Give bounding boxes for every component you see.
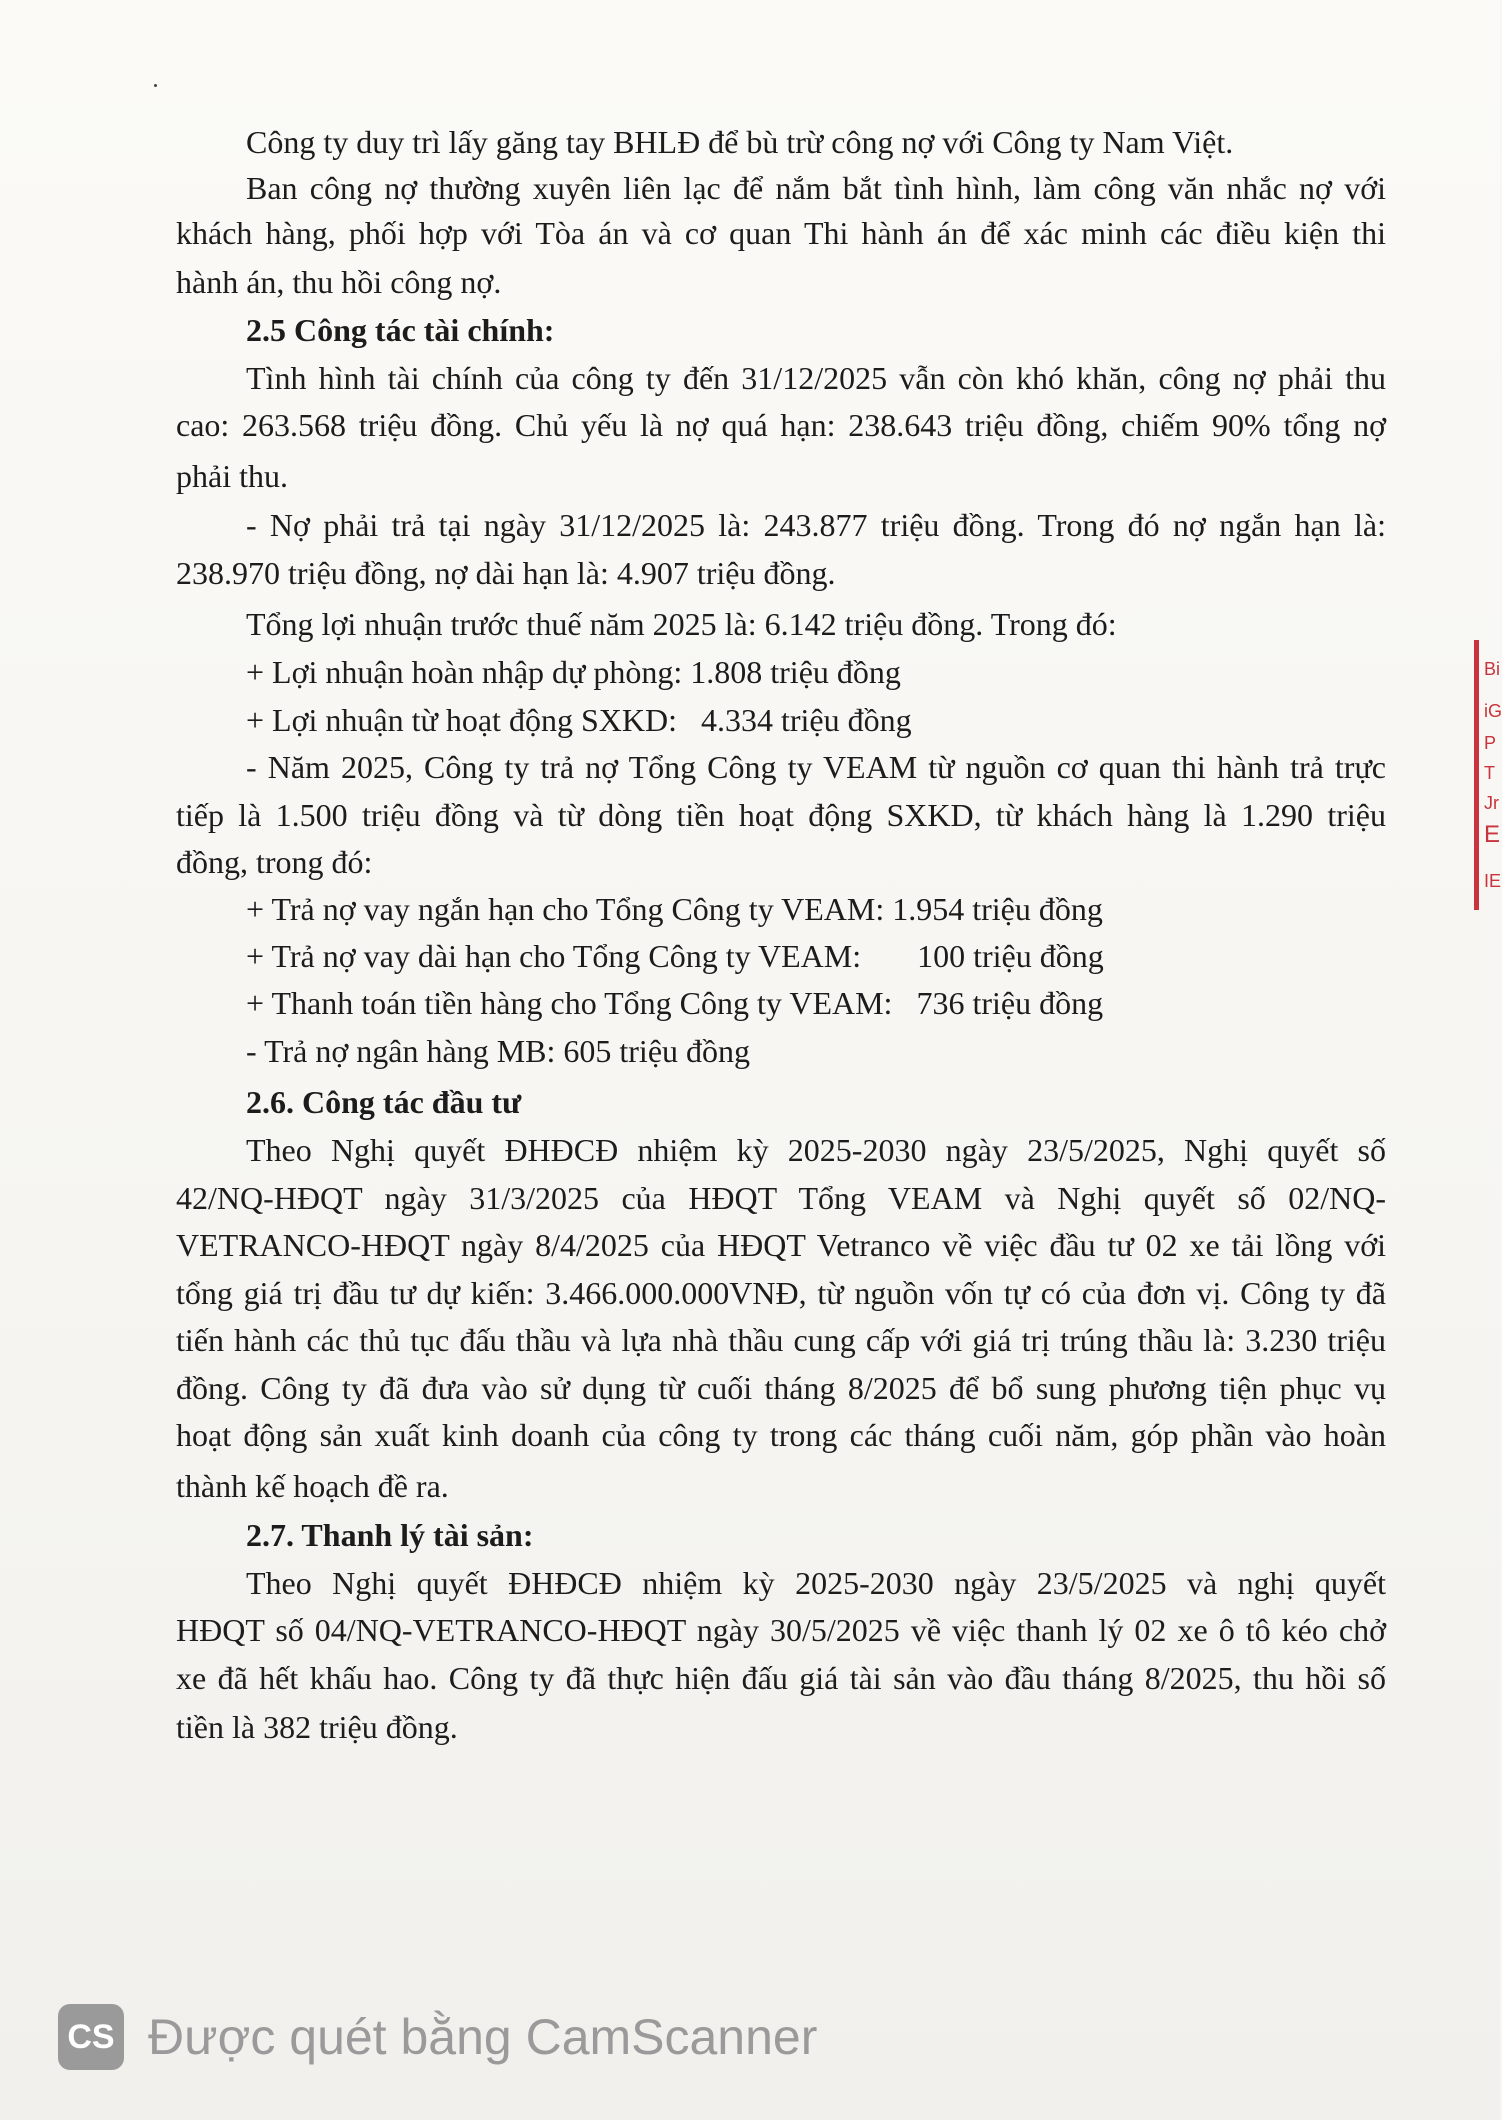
- stamp-mark: T: [1484, 763, 1495, 783]
- disposal-line-2: HĐQT số 04/NQ-VETRANCO-HĐQT ngày 30/5/2025 về việc thanh lý 02 xe ô tô kéo chở: [176, 1612, 1386, 1648]
- finance-p1-line-2: cao: 263.568 triệu đồng. Chủ yếu là nợ quá hạn: 238.643 triệu đồng, chiếm 90% tổng nợ: [176, 407, 1386, 443]
- stamp-mark: P: [1484, 733, 1497, 753]
- stamp-mark: Bi: [1484, 659, 1501, 679]
- finance-p3-item-2: + Lợi nhuận từ hoạt động SXKD: 4.334 triệu đồng: [246, 702, 912, 738]
- stamp-mark: Jr: [1484, 793, 1499, 813]
- finance-p4-line-1: - Năm 2025, Công ty trả nợ Tổng Công ty VEAM từ nguồn cơ quan thi hành trả trực: [246, 749, 1386, 785]
- invest-line-2: 42/NQ-HĐQT ngày 31/3/2025 của HĐQT Tổng VEAM và Nghị quyết số 02/NQ-: [176, 1180, 1386, 1216]
- stamp-mark: IE: [1484, 871, 1502, 891]
- finance-p4-item-3: + Thanh toán tiền hàng cho Tổng Công ty VEAM: 736 triệu đồng: [246, 985, 1104, 1021]
- section-2-6-heading: 2.6. Công tác đầu tư: [246, 1084, 522, 1120]
- finance-p1-line-1: Tình hình tài chính của công ty đến 31/12/2025 vẫn còn khó khăn, công nợ phải thu: [246, 360, 1386, 396]
- invest-line-1: Theo Nghị quyết ĐHĐCĐ nhiệm kỳ 2025-2030 ngày 23/5/2025, Nghị quyết số: [246, 1132, 1386, 1168]
- section-2-5-heading: 2.5 Công tác tài chính:: [246, 312, 555, 348]
- finance-p5-line-1: - Trả nợ ngân hàng MB: 605 triệu đồng: [246, 1033, 751, 1069]
- disposal-line-4: tiền là 382 triệu đồng.: [176, 1709, 458, 1745]
- invest-line-8: thành kế hoạch đề ra.: [176, 1468, 449, 1504]
- invest-line-5: tiến hành các thủ tục đấu thầu và lựa nhà thầu cung cấp với giá trị trúng thầu là: 3.230 triệu: [176, 1322, 1386, 1358]
- intro-line-4: hành án, thu hồi công nợ.: [176, 264, 502, 300]
- finance-p4-item-1: + Trả nợ vay ngắn hạn cho Tổng Công ty VEAM: 1.954 triệu đồng: [246, 891, 1103, 927]
- stamp-mark: E: [1484, 821, 1501, 848]
- section-2-7-heading: 2.7. Thanh lý tài sản:: [246, 1517, 534, 1553]
- finance-p2-line-2: 238.970 triệu đồng, nợ dài hạn là: 4.907 triệu đồng.: [176, 555, 836, 591]
- camscanner-text: Được quét bằng CamScanner: [148, 2009, 818, 2065]
- intro-line-3: khách hàng, phối hợp với Tòa án và cơ quan Thi hành án để xác minh các điều kiện thi: [176, 215, 1386, 251]
- camscanner-watermark: [58, 2002, 817, 2072]
- invest-line-6: đồng. Công ty đã đưa vào sử dụng từ cuối tháng 8/2025 để bổ sung phương tiện phục vụ: [176, 1370, 1386, 1406]
- scan-speck: [154, 84, 157, 87]
- invest-line-3: VETRANCO-HĐQT ngày 8/4/2025 của HĐQT Vetranco về việc đầu tư 02 xe tải lồng với: [176, 1227, 1386, 1263]
- invest-line-7: hoạt động sản xuất kinh doanh của công ty trong các tháng cuối năm, góp phần vào hoàn: [176, 1417, 1386, 1453]
- disposal-line-1: Theo Nghị quyết ĐHĐCĐ nhiệm kỳ 2025-2030 ngày 23/5/2025 và nghị quyết: [246, 1565, 1386, 1601]
- intro-line-2: Ban công nợ thường xuyên liên lạc để nắm bắt tình hình, làm công văn nhắc nợ với: [246, 170, 1386, 206]
- stamp-mark: iG: [1484, 701, 1502, 721]
- finance-p4-line-2: tiếp là 1.500 triệu đồng và từ dòng tiền hoạt động SXKD, từ khách hàng là 1.290 triệu: [176, 797, 1386, 833]
- finance-p3-line-1: Tổng lợi nhuận trước thuế năm 2025 là: 6.142 triệu đồng. Trong đó:: [246, 606, 1117, 642]
- finance-p4-item-2: + Trả nợ vay dài hạn cho Tổng Công ty VEAM: 100 triệu đồng: [246, 938, 1104, 974]
- disposal-line-3: xe đã hết khấu hao. Công ty đã thực hiện đấu giá tài sản vào đầu tháng 8/2025, thu hồi số: [176, 1660, 1386, 1696]
- camscanner-logo-icon: CS: [58, 2004, 124, 2070]
- finance-p2-line-1: - Nợ phải trả tại ngày 31/12/2025 là: 243.877 triệu đồng. Trong đó nợ ngắn hạn là:: [246, 507, 1386, 543]
- finance-p4-line-3: đồng, trong đó:: [176, 844, 373, 880]
- red-stamp-fragment: [1474, 640, 1500, 910]
- intro-line-1: Công ty duy trì lấy găng tay BHLĐ để bù trừ công nợ với Công ty Nam Việt.: [246, 124, 1234, 160]
- invest-line-4: tổng giá trị đầu tư dự kiến: 3.466.000.000VNĐ, từ nguồn vốn tự có của đơn vị. Công ty đã: [176, 1275, 1386, 1311]
- finance-p1-line-3: phải thu.: [176, 458, 288, 494]
- finance-p3-item-1: + Lợi nhuận hoàn nhập dự phòng: 1.808 triệu đồng: [246, 654, 901, 690]
